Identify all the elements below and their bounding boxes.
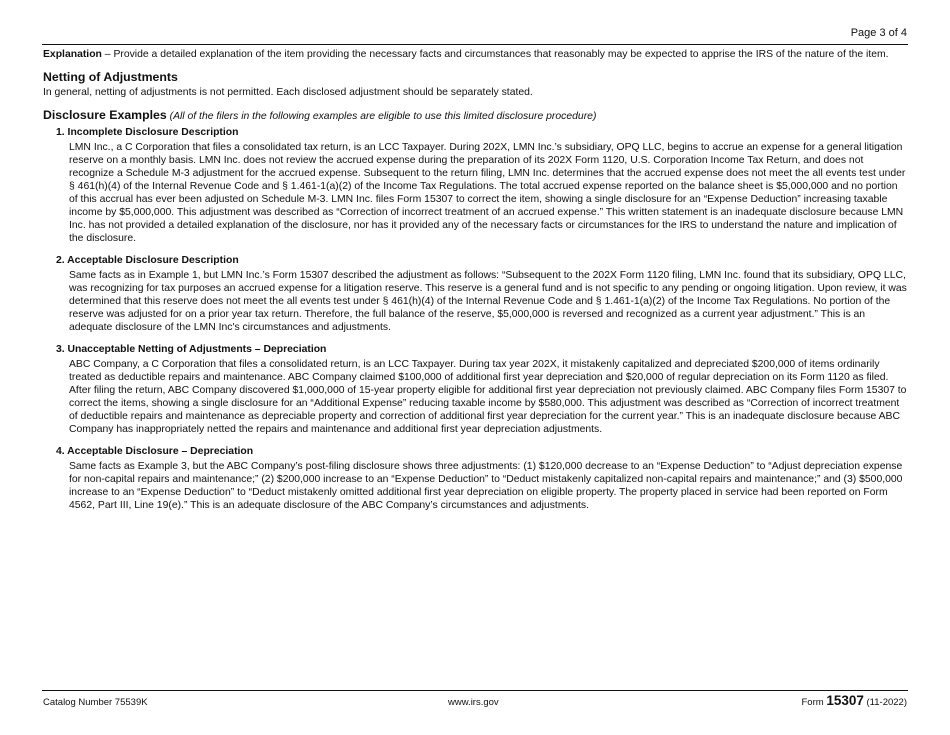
form-number: 15307	[826, 693, 864, 708]
example-body: ABC Company, a C Corporation that files a consolidated return, is an LCC Taxpayer. During tax year 202X, it mistakenly capitalized and depreciated $200,000 of items ordinarily treated as deductible repairs and maintenance. ABC Company claimed $100,000 of additional first year depreciation and $20,000 of regular depreciation on its Form 1120 as filed. After filing the return, ABC Company discovered $1,000,000 of 15-year property eligible for additional first year depreciation not previously claimed. ABC Company files Form 15307 to correct the items, showing a single disclosure for an “Additional Expense” reducing taxable income by $580,000. This adjustment was described as “Correction of incorrect treatment of deductible repairs and maintenance as depreciable property and correction of additional first year depreciation for the current year.” This is an inadequate disclosure because ABC Company has inappropriately netted the repairs and maintenance and additional first year depreciation adjustments.	[69, 359, 907, 435]
catalog-number: Catalog Number 75539K	[43, 697, 148, 708]
example-2	[43, 254, 907, 334]
netting-text: In general, netting of adjustments is not permitted. Each disclosed adjustment should be separately stated.	[43, 87, 533, 98]
bottom-divider	[42, 690, 908, 691]
explanation-text: – Provide a detailed explanation of the item providing the necessary facts and circumstances that reasonably may be expected to apprise the IRS of the nature of the item.	[101, 49, 889, 60]
example-body: Same facts as in Example 1, but LMN Inc.’s Form 15307 described the adjustment as follows: “Subsequent to the 202X Form 1120 filing, LMN Inc. found that its subsidiary, OPQ LLC, was recognizing for tax purposes an accrued expense for a litigation reserve. This reserve is a general fund and is not specific to any pending or ongoing litigation. Upon review, it was determined that this reserve does not meet the all events test under § 461(h)(4) of the Internal Revenue Code and § 1.461-1(a)(2) of the Income Tax Regulations. No portion of the reserve was adjusted for on a prior year tax return. Therefore, the full balance of the reserve, $5,000,000 is reversed and recognized as a current year adjustment.” This is an adequate disclosure of the LMN Inc's circumstances and adjustments.	[69, 270, 907, 333]
website-text: www.irs.gov	[448, 697, 499, 708]
form-prefix: Form	[801, 697, 827, 708]
example-title: 4. Acceptable Disclosure – Depreciation	[56, 446, 254, 457]
netting-heading: Netting of Adjustments	[43, 70, 178, 84]
form-identifier	[802, 693, 908, 708]
example-body: LMN Inc., a C Corporation that files a consolidated tax return, is an LCC Taxpayer. During 202X, LMN Inc.’s subsidiary, OPQ LLC, begins to accrue an expense for a general litigation reserve on a monthly basis. LMN Inc. does not review the accrued expense during the preparation of its 202X Form 1120, U.S. Corporation Income Tax Return, and does not recognize a Schedule M-3 adjustment for the accrued expense. Subsequent to the return filing, LMN Inc. determines that the accrued expense does not meet the all events test under § 461(h)(4) of the Internal Revenue Code and § 1.461-1(a)(2) of the Income Tax Regulations. The total accrued expense reported on the balance sheet is $5,000,000 and no portion of this accrual has ever been adjusted on Schedule M-3. LMN Inc. files Form 15307 to correct the item, showing a single disclosure for an “Expense Deduction” increasing taxable income by $5,000,000. This adjustment was described as “Correction of incorrect treatment of an accrued expense.” This written statement is an inadequate disclosure because LMN Inc. has not provided a detailed explanation of the disclosure, nor has it provided any of the necessary facts or circumstances for the IRS to understand the nature and implication of the disclosure.	[69, 142, 906, 244]
explanation-paragraph	[43, 48, 907, 61]
example-body: Same facts as Example 3, but the ABC Company’s post-filing disclosure shows three adjustments: (1) $120,000 decrease to an “Expense Deduction” to “Adjust depreciation expense for non-capital repairs and maintenance;” (2) $200,000 increase to an “Expense Deduction” to “Deduct mistakenly capitalized non-capital repairs and maintenance;” and (3) $500,000 increase to an “Expense Deduction” to “Deduct mistakenly omitted additional first year depreciation on eligible property. The property placed in service had been reported on Form 4562, Part III, Line 19(e).” This is an adequate disclosure of the ABC Company’s circumstances and adjustments.	[69, 461, 903, 511]
example-1	[43, 126, 907, 245]
disclosure-heading-text: Disclosure Examples	[43, 108, 167, 122]
page-number: Page 3 of 4	[850, 27, 907, 39]
disclosure-note: (All of the filers in the following examples are eligible to use this limited disclosure procedure)	[166, 111, 597, 122]
example-title: 1. Incomplete Disclosure Description	[56, 127, 239, 138]
top-divider	[42, 44, 908, 45]
form-revision: (11-2022)	[863, 697, 907, 708]
disclosure-heading	[43, 108, 907, 124]
example-3	[43, 343, 907, 436]
example-4	[43, 445, 907, 512]
document-body	[43, 48, 907, 512]
explanation-term: Explanation	[43, 49, 102, 60]
example-title: 2. Acceptable Disclosure Description	[56, 255, 239, 266]
example-title: 3. Unacceptable Netting of Adjustments – Depreciation	[56, 344, 327, 355]
